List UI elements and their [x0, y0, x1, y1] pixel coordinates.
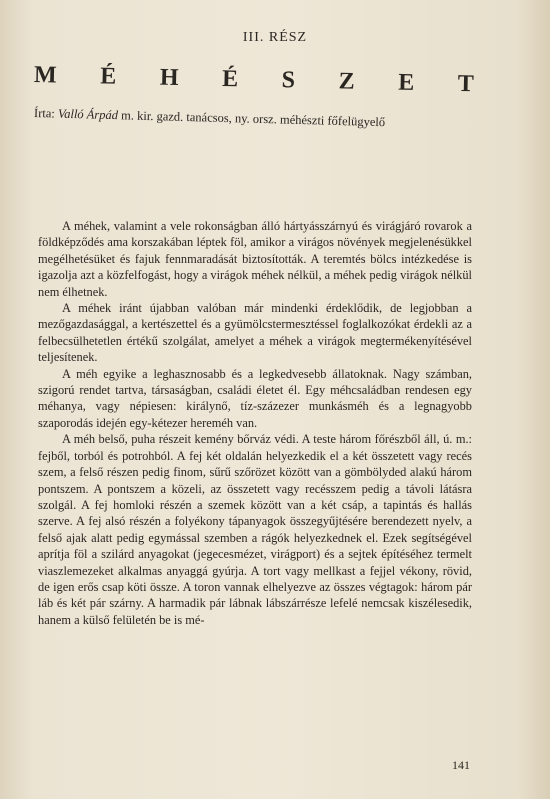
- part-heading: III. RÉSZ: [242, 30, 308, 45]
- author-prefix: Írta:: [33, 106, 56, 121]
- title-letter: S: [281, 67, 296, 94]
- author-title: m. kir. gazd. tanácsos, ny. orsz. méhészti főfelügyelő: [120, 108, 386, 130]
- title-letter: M: [33, 62, 57, 89]
- page-number: 141: [452, 758, 470, 772]
- title-letter: E: [397, 69, 415, 96]
- title-letter: Z: [338, 68, 355, 95]
- author-name: Valló Árpád: [57, 106, 119, 123]
- chapter-title: [34, 62, 474, 98]
- title-letter: H: [159, 64, 179, 92]
- paragraph: A méh egyike a leghasznosabb és a legkedvesebb állatoknak. Nagy számban, szigorú rendet tartva, társaságban, családi életet él. Egy méhcsaládban rendesen egy méhanya, vagy népiesen: királynő, tíz-százezer munkásméh és a legnagyobb szaporodás idején egy-kétezer hereméh van.: [38, 366, 472, 430]
- title-letter: T: [457, 70, 475, 98]
- author-line: [34, 106, 504, 133]
- paragraph: A méhek iránt újabban valóban már mindenki érdeklődik, de legjobban a mezőgazdasággal, a kertészettel és a gyümölcstermesztéssel foglalkozókat érdekli az a felbecsülhetetlen értékű szolgálat, amelyet a méhek a virágok megtermékenyítésével teljesítenek.: [38, 301, 472, 365]
- title-letter: É: [221, 65, 239, 93]
- title-letter: É: [99, 63, 117, 90]
- paragraph: A méhek, valamint a vele rokonságban álló hártyásszárnyú és virágjáró rovarok a földképződés ama korszakában léptek föl, amikor a virágos növények megjelenésükkel megélhetésüket és fajuk fennmaradását biztosították. A teremtés bölcs intézkedése is igazolja azt a közfelfogást, hogy a virágok méhek nélkül, a méhek pedig virágok nélkül nem élhetnek.: [38, 219, 472, 299]
- article-body: [38, 218, 472, 628]
- paragraph: A méh belső, puha részeit kemény bőrváz védi. A teste három főrészből áll, ú. m.: fejből, torból és potrohból. A fej két oldalán helyezkedik el a két összetett vagy recés szem, a felső részen pedig finom, sűrű szőrözet között van a gömbölyded alakú három pontszem. A pontszem a közeli, az összetett vagy recésszem pedig a távoli látásra szolgál. A fej homloki részén a szemek között van a két csáp, a tapintás és hallás szerve. A fej alsó részén a folyékony tápanyagok összegyűjtésére berendezett nyelv, a felső ajak alatt pedig egymással szemben a rágók helyezkednek el. Ezek segítségével aprítja föl a szilárd anyagokat (jegecesmézet, virágport) és a sejtek építéséhez termelt viaszlemezeket alkalmas anyaggá gyúrja. A tort vagy mellkast a fejjel vékony, rövid, de igen erős csap köti össze. A toron vannak elhelyezve az összes végtagok: három pár láb és két pár szárny. A harmadik pár lábnak lábszárrésze lefelé nemcsak kiszélesedik, hanem a külső felületén be is mé-: [38, 432, 472, 627]
